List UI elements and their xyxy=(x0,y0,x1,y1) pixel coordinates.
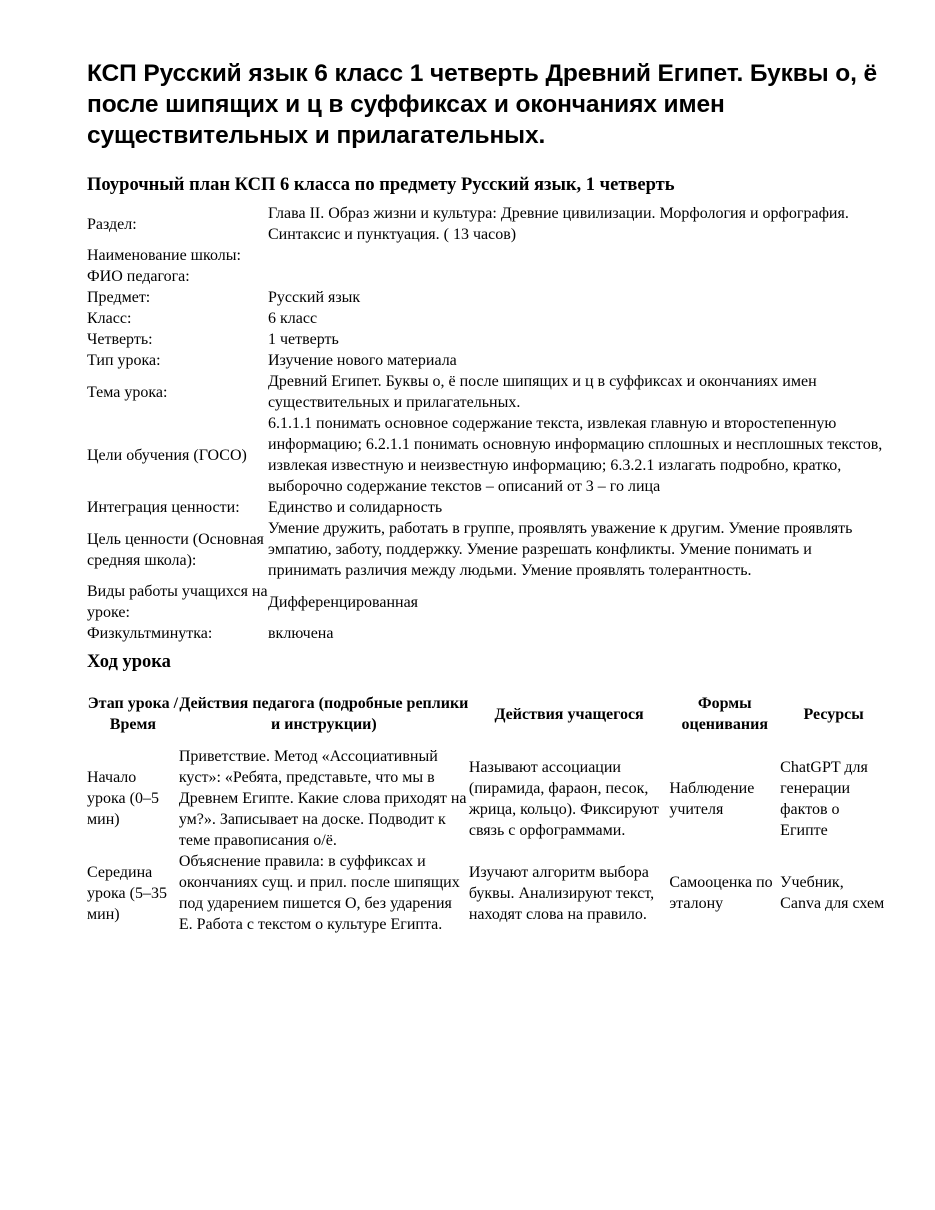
info-label: Раздел: xyxy=(87,215,137,233)
info-row xyxy=(87,413,887,497)
info-row xyxy=(87,350,887,371)
info-label: Предмет: xyxy=(87,289,151,306)
info-row xyxy=(87,308,887,329)
table-cell: Самооценка по эталону xyxy=(669,874,773,912)
info-value: 6 класс xyxy=(268,310,318,327)
info-value: Изучение нового материала xyxy=(268,352,457,369)
table-cell: Объяснение правила: в суффиксах и окончаниях сущ. и прил. после шипящих под ударением пишется О, без ударения Е. Работа с текстом о культуре Египта. xyxy=(178,853,460,933)
info-label: Цель ценности (Основная средняя школа): xyxy=(87,530,264,569)
info-row xyxy=(87,266,887,287)
document-page xyxy=(87,58,887,935)
document-title: КСП Русский язык 6 класс 1 четверть Древний Египет. Буквы о, ё после шипящих и ц в суффиксах и окончаниях имен существительных и прилагательных. xyxy=(87,60,878,149)
table-cell: Учебник, Canva для схем xyxy=(780,874,885,912)
lesson-progress-title: Ход урока xyxy=(87,652,171,672)
info-value: Единство и солидарность xyxy=(268,499,443,516)
info-value: 1 четверть xyxy=(268,331,339,348)
info-label: Четверть: xyxy=(87,331,153,348)
column-header-stage: Этап урока / Время xyxy=(87,695,179,733)
info-row xyxy=(87,581,887,623)
info-value: включена xyxy=(268,625,334,642)
info-label: Тема урока: xyxy=(87,383,168,401)
lesson-table xyxy=(87,682,887,935)
info-label: Наименование школы: xyxy=(87,247,241,264)
info-label: Физкультминутка: xyxy=(87,625,213,642)
info-value: Дифференцированная xyxy=(268,593,419,611)
info-row xyxy=(87,497,887,518)
table-row xyxy=(87,746,887,851)
info-label: ФИО педагога: xyxy=(87,268,190,285)
table-cell: Изучают алгоритм выбора буквы. Анализируют текст, находят слова на правило. xyxy=(468,863,655,923)
info-table xyxy=(87,203,887,644)
info-row xyxy=(87,623,887,644)
info-value xyxy=(268,245,887,266)
info-label: Класс: xyxy=(87,310,132,327)
info-value xyxy=(268,266,887,287)
info-label: Цели обучения (ГОСО) xyxy=(87,446,247,464)
info-value: Русский язык xyxy=(268,289,361,306)
info-value: Древний Египет. Буквы о, ё после шипящих и ц в суффиксах и окончаниях имен существительных и прилагательных. xyxy=(268,373,817,411)
info-row xyxy=(87,518,887,581)
column-header-teacher-actions: Действия педагога (подробные реплики и инструкции) xyxy=(179,695,469,733)
table-row xyxy=(87,851,887,935)
info-label: Тип урока: xyxy=(87,352,161,369)
table-cell: ChatGPT для генерации фактов о Египте xyxy=(780,758,868,839)
info-label: Интеграция ценности: xyxy=(87,499,240,516)
info-label: Виды работы учащихся на уроке: xyxy=(87,583,268,621)
info-row xyxy=(87,287,887,308)
table-cell: Наблюдение учителя xyxy=(669,779,755,818)
lesson-header-row xyxy=(87,682,887,746)
column-header-resources: Ресурсы xyxy=(803,705,864,723)
info-row xyxy=(87,371,887,413)
info-row xyxy=(87,329,887,350)
info-row xyxy=(87,245,887,266)
info-value: Умение дружить, работать в группе, проявлять уважение к другим. Умение проявлять эмпатию, заботу, поддержку. Умение разрешать конфликты. Умение понимать и принимать различия между людьми. Умение проявлять толерантность. xyxy=(268,520,853,579)
table-cell: Начало урока (0–5 мин) xyxy=(87,769,159,828)
table-cell: Приветствие. Метод «Ассоциативный куст»: «Ребята, представьте, что мы в Древнем Египте. Какие слова приходят на ум?». Записывает на доске. Подводит к теме правописания о/ё. xyxy=(178,748,467,849)
plan-subtitle: Поурочный план КСП 6 класса по предмету Русский язык, 1 четверть xyxy=(87,175,675,195)
column-header-assessment: Формы оценивания xyxy=(681,695,768,733)
info-value: 6.1.1.1 понимать основное содержание текста, извлекая главную и второстепенную информацию; 6.2.1.1 понимать основную информацию сплошных и несплошных текстов, извлекая известную и неизвестную информацию; 6.3.2.1 излагать подробно, кратко, выборочно содержание текстов – описаний от 3 – го лица xyxy=(268,415,883,495)
info-value: Глава II. Образ жизни и культура: Древние цивилизации. Морфология и орфография. Синтаксис и пунктуация. ( 13 часов) xyxy=(268,205,849,243)
info-row xyxy=(87,203,887,245)
table-cell: Середина урока (5–35 мин) xyxy=(87,863,167,923)
column-header-student-actions: Действия учащегося xyxy=(494,705,644,723)
table-cell: Называют ассоциации (пирамида, фараон, песок, жрица, кольцо). Фиксируют связь с орфограммами. xyxy=(468,758,659,839)
